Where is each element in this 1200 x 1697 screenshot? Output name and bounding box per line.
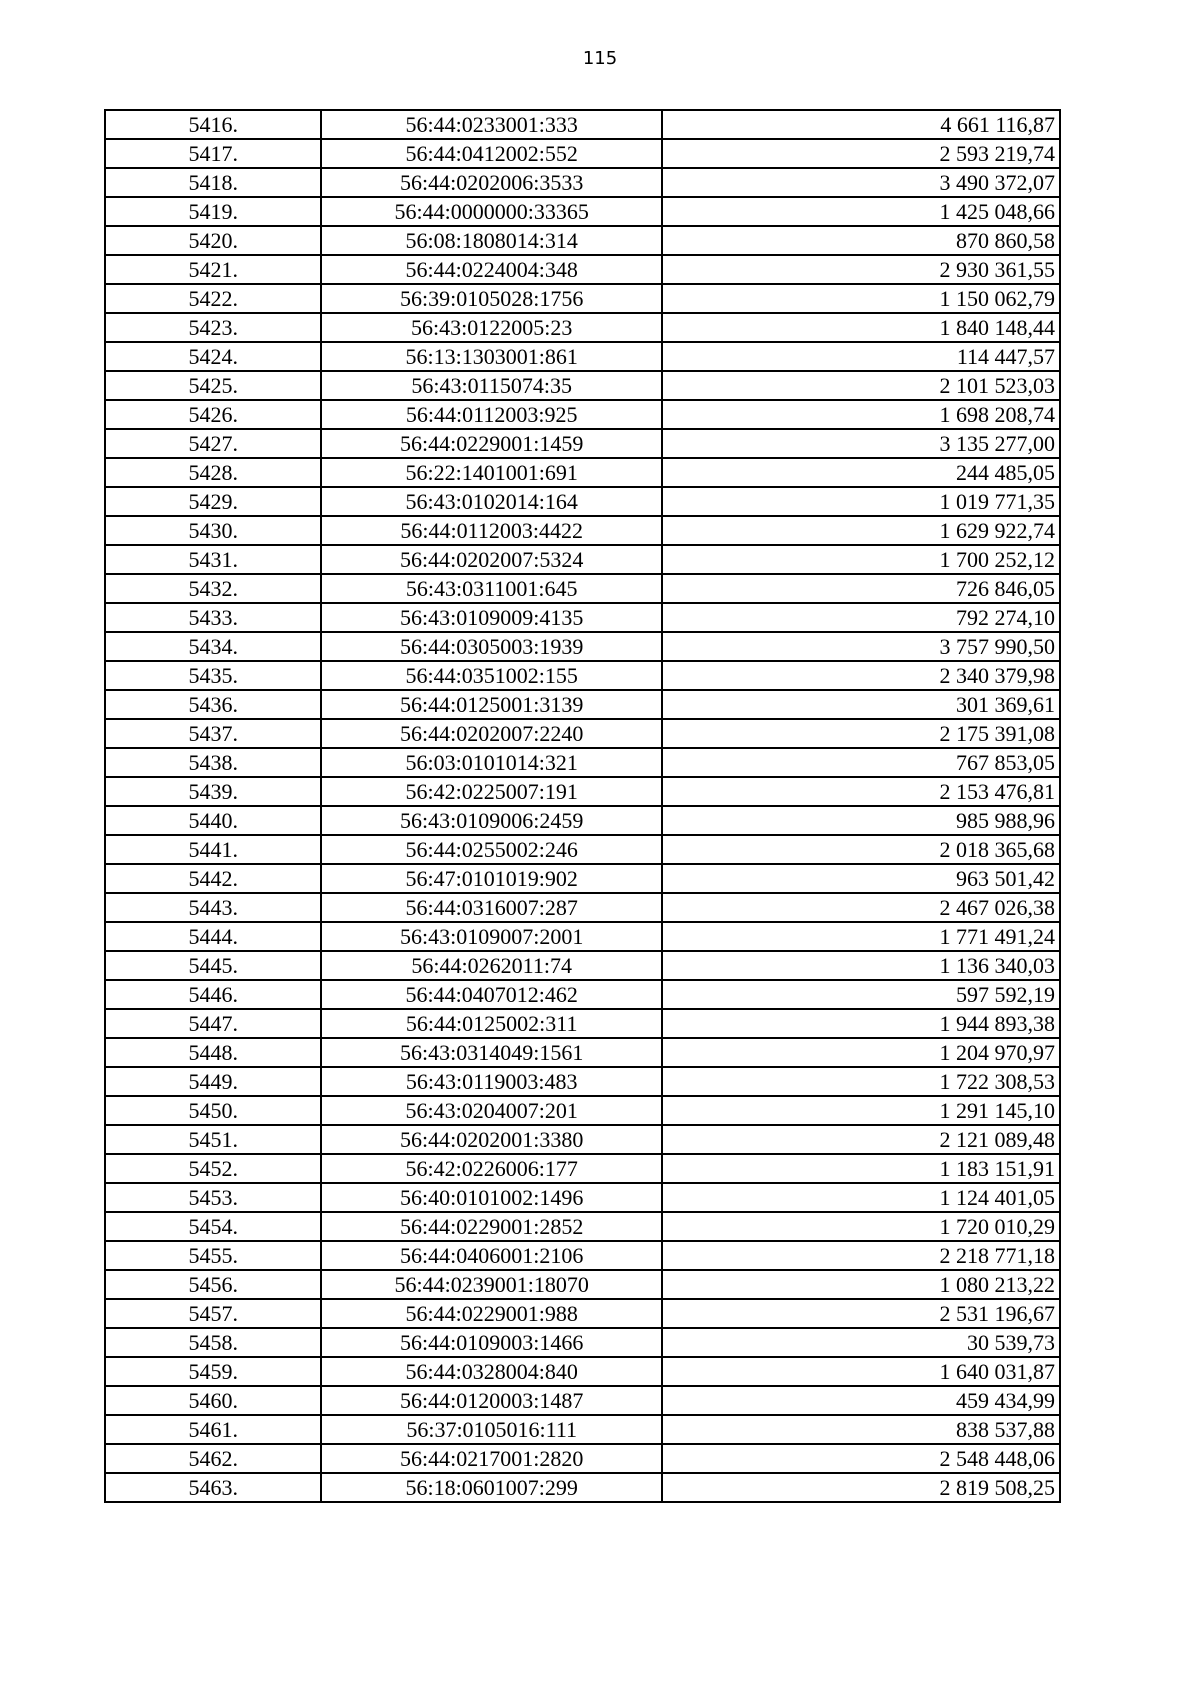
table-row [105,893,1060,922]
table-row [105,168,1060,197]
table-row [105,632,1060,661]
cadastral-number-cell: 56:47:0101019:902 [321,864,662,893]
cadastral-number-cell: 56:44:0351002:155 [321,661,662,690]
value-cell: 114 447,57 [662,342,1060,371]
cadastral-number-cell: 56:43:0204007:201 [321,1096,662,1125]
row-number-cell: 5417. [105,139,321,168]
value-cell: 30 539,73 [662,1328,1060,1357]
row-number-cell: 5426. [105,400,321,429]
row-number-cell: 5439. [105,777,321,806]
value-cell: 2 819 508,25 [662,1473,1060,1502]
row-number-cell: 5463. [105,1473,321,1502]
value-cell: 1 698 208,74 [662,400,1060,429]
table-row [105,197,1060,226]
table-row [105,1473,1060,1502]
cadastral-number-cell: 56:43:0115074:35 [321,371,662,400]
value-cell: 985 988,96 [662,806,1060,835]
value-cell: 1 722 308,53 [662,1067,1060,1096]
table-row [105,1212,1060,1241]
row-number-cell: 5421. [105,255,321,284]
row-number-cell: 5428. [105,458,321,487]
cadastral-number-cell: 56:44:0112003:4422 [321,516,662,545]
row-number-cell: 5450. [105,1096,321,1125]
table-row [105,400,1060,429]
row-number-cell: 5436. [105,690,321,719]
table-row [105,1270,1060,1299]
value-cell: 2 467 026,38 [662,893,1060,922]
cadastral-number-cell: 56:44:0229001:988 [321,1299,662,1328]
cadastral-number-cell: 56:44:0202006:3533 [321,168,662,197]
table-body [105,110,1060,1502]
cadastral-number-cell: 56:44:0224004:348 [321,255,662,284]
table-row [105,922,1060,951]
table-row [105,1067,1060,1096]
row-number-cell: 5442. [105,864,321,893]
table-row [105,1154,1060,1183]
row-number-cell: 5429. [105,487,321,516]
table-row [105,487,1060,516]
table-row [105,951,1060,980]
row-number-cell: 5424. [105,342,321,371]
row-number-cell: 5437. [105,719,321,748]
value-cell: 838 537,88 [662,1415,1060,1444]
value-cell: 2 218 771,18 [662,1241,1060,1270]
cadastral-number-cell: 56:03:0101014:321 [321,748,662,777]
cadastral-number-cell: 56:08:1808014:314 [321,226,662,255]
cadastral-number-cell: 56:44:0239001:18070 [321,1270,662,1299]
cadastral-number-cell: 56:44:0305003:1939 [321,632,662,661]
cadastral-number-cell: 56:43:0102014:164 [321,487,662,516]
row-number-cell: 5441. [105,835,321,864]
table-row [105,603,1060,632]
value-cell: 726 846,05 [662,574,1060,603]
table-row [105,719,1060,748]
cadastral-number-cell: 56:40:0101002:1496 [321,1183,662,1212]
table-row [105,1415,1060,1444]
row-number-cell: 5458. [105,1328,321,1357]
table-row [105,342,1060,371]
row-number-cell: 5432. [105,574,321,603]
value-cell: 597 592,19 [662,980,1060,1009]
row-number-cell: 5446. [105,980,321,1009]
cadastral-number-cell: 56:42:0226006:177 [321,1154,662,1183]
table-row [105,661,1060,690]
cadastral-number-cell: 56:42:0225007:191 [321,777,662,806]
cadastral-number-cell: 56:44:0120003:1487 [321,1386,662,1415]
value-cell: 1 204 970,97 [662,1038,1060,1067]
value-cell: 1 720 010,29 [662,1212,1060,1241]
row-number-cell: 5431. [105,545,321,574]
row-number-cell: 5430. [105,516,321,545]
value-cell: 1 080 213,22 [662,1270,1060,1299]
value-cell: 2 153 476,81 [662,777,1060,806]
row-number-cell: 5440. [105,806,321,835]
table-row [105,1009,1060,1038]
table-row [105,226,1060,255]
value-cell: 244 485,05 [662,458,1060,487]
table-row [105,1125,1060,1154]
table-row [105,255,1060,284]
value-cell: 1 771 491,24 [662,922,1060,951]
value-cell: 2 340 379,98 [662,661,1060,690]
cadastral-number-cell: 56:44:0202001:3380 [321,1125,662,1154]
row-number-cell: 5457. [105,1299,321,1328]
value-cell: 2 175 391,08 [662,719,1060,748]
table-row [105,806,1060,835]
table-row [105,1328,1060,1357]
cadastral-number-cell: 56:22:1401001:691 [321,458,662,487]
cadastral-number-cell: 56:43:0109007:2001 [321,922,662,951]
table-row [105,1444,1060,1473]
value-cell: 1 019 771,35 [662,487,1060,516]
row-number-cell: 5449. [105,1067,321,1096]
value-cell: 1 640 031,87 [662,1357,1060,1386]
row-number-cell: 5418. [105,168,321,197]
value-cell: 4 661 116,87 [662,110,1060,139]
cadastral-number-cell: 56:44:0202007:5324 [321,545,662,574]
row-number-cell: 5423. [105,313,321,342]
value-cell: 2 531 196,67 [662,1299,1060,1328]
cadastral-number-cell: 56:44:0000000:33365 [321,197,662,226]
cadastral-number-cell: 56:18:0601007:299 [321,1473,662,1502]
row-number-cell: 5452. [105,1154,321,1183]
value-cell: 1 629 922,74 [662,516,1060,545]
cadastral-number-cell: 56:44:0217001:2820 [321,1444,662,1473]
table-row [105,516,1060,545]
cadastral-number-cell: 56:44:0328004:840 [321,1357,662,1386]
row-number-cell: 5416. [105,110,321,139]
value-cell: 1 425 048,66 [662,197,1060,226]
value-cell: 870 860,58 [662,226,1060,255]
value-cell: 1 840 148,44 [662,313,1060,342]
value-cell: 1 150 062,79 [662,284,1060,313]
value-cell: 1 183 151,91 [662,1154,1060,1183]
row-number-cell: 5427. [105,429,321,458]
cadastral-number-cell: 56:44:0112003:925 [321,400,662,429]
row-number-cell: 5447. [105,1009,321,1038]
row-number-cell: 5422. [105,284,321,313]
row-number-cell: 5425. [105,371,321,400]
table-row [105,458,1060,487]
cadastral-number-cell: 56:44:0255002:246 [321,835,662,864]
table-row [105,835,1060,864]
cadastral-number-cell: 56:44:0233001:333 [321,110,662,139]
row-number-cell: 5445. [105,951,321,980]
table-row [105,1357,1060,1386]
cadastral-number-cell: 56:44:0125002:311 [321,1009,662,1038]
page-number: 115 [582,48,618,69]
table-row [105,1038,1060,1067]
row-number-cell: 5462. [105,1444,321,1473]
value-cell: 301 369,61 [662,690,1060,719]
table-row [105,864,1060,893]
table-row [105,1183,1060,1212]
row-number-cell: 5433. [105,603,321,632]
value-cell: 2 101 523,03 [662,371,1060,400]
cadastral-number-cell: 56:44:0406001:2106 [321,1241,662,1270]
table-row [105,980,1060,1009]
row-number-cell: 5459. [105,1357,321,1386]
row-number-cell: 5420. [105,226,321,255]
row-number-cell: 5451. [105,1125,321,1154]
row-number-cell: 5434. [105,632,321,661]
cadastral-number-cell: 56:43:0109009:4135 [321,603,662,632]
row-number-cell: 5444. [105,922,321,951]
table-row [105,284,1060,313]
value-cell: 1 700 252,12 [662,545,1060,574]
value-cell: 2 018 365,68 [662,835,1060,864]
row-number-cell: 5448. [105,1038,321,1067]
table-row [105,545,1060,574]
cadastral-number-cell: 56:44:0412002:552 [321,139,662,168]
row-number-cell: 5419. [105,197,321,226]
table-row [105,313,1060,342]
cadastral-number-cell: 56:37:0105016:111 [321,1415,662,1444]
value-cell: 3 135 277,00 [662,429,1060,458]
table-row [105,690,1060,719]
table-row [105,371,1060,400]
table-row [105,1386,1060,1415]
row-number-cell: 5460. [105,1386,321,1415]
value-cell: 2 548 448,06 [662,1444,1060,1473]
value-cell: 963 501,42 [662,864,1060,893]
value-cell: 3 757 990,50 [662,632,1060,661]
value-cell: 2 930 361,55 [662,255,1060,284]
table-row [105,574,1060,603]
cadastral-number-cell: 56:44:0229001:2852 [321,1212,662,1241]
cadastral-number-cell: 56:43:0311001:645 [321,574,662,603]
cadastral-number-cell: 56:44:0125001:3139 [321,690,662,719]
value-cell: 3 490 372,07 [662,168,1060,197]
value-cell: 792 274,10 [662,603,1060,632]
table-row [105,748,1060,777]
cadastral-number-cell: 56:39:0105028:1756 [321,284,662,313]
value-cell: 767 853,05 [662,748,1060,777]
table-row [105,110,1060,139]
cadastral-value-table [104,109,1061,1503]
value-cell: 2 593 219,74 [662,139,1060,168]
cadastral-number-cell: 56:44:0109003:1466 [321,1328,662,1357]
table-row [105,777,1060,806]
cadastral-number-cell: 56:44:0202007:2240 [321,719,662,748]
cadastral-number-cell: 56:44:0316007:287 [321,893,662,922]
cadastral-number-cell: 56:43:0314049:1561 [321,1038,662,1067]
table-row [105,1299,1060,1328]
value-cell: 1 944 893,38 [662,1009,1060,1038]
cadastral-number-cell: 56:43:0119003:483 [321,1067,662,1096]
row-number-cell: 5443. [105,893,321,922]
table-row [105,1096,1060,1125]
row-number-cell: 5438. [105,748,321,777]
cadastral-number-cell: 56:44:0407012:462 [321,980,662,1009]
cadastral-number-cell: 56:44:0229001:1459 [321,429,662,458]
table-row [105,429,1060,458]
value-cell: 1 136 340,03 [662,951,1060,980]
table-row [105,1241,1060,1270]
value-cell: 459 434,99 [662,1386,1060,1415]
cadastral-number-cell: 56:13:1303001:861 [321,342,662,371]
row-number-cell: 5435. [105,661,321,690]
value-cell: 2 121 089,48 [662,1125,1060,1154]
row-number-cell: 5455. [105,1241,321,1270]
row-number-cell: 5461. [105,1415,321,1444]
cadastral-number-cell: 56:43:0122005:23 [321,313,662,342]
cadastral-number-cell: 56:43:0109006:2459 [321,806,662,835]
row-number-cell: 5453. [105,1183,321,1212]
value-cell: 1 291 145,10 [662,1096,1060,1125]
table-row [105,139,1060,168]
row-number-cell: 5456. [105,1270,321,1299]
row-number-cell: 5454. [105,1212,321,1241]
value-cell: 1 124 401,05 [662,1183,1060,1212]
cadastral-number-cell: 56:44:0262011:74 [321,951,662,980]
